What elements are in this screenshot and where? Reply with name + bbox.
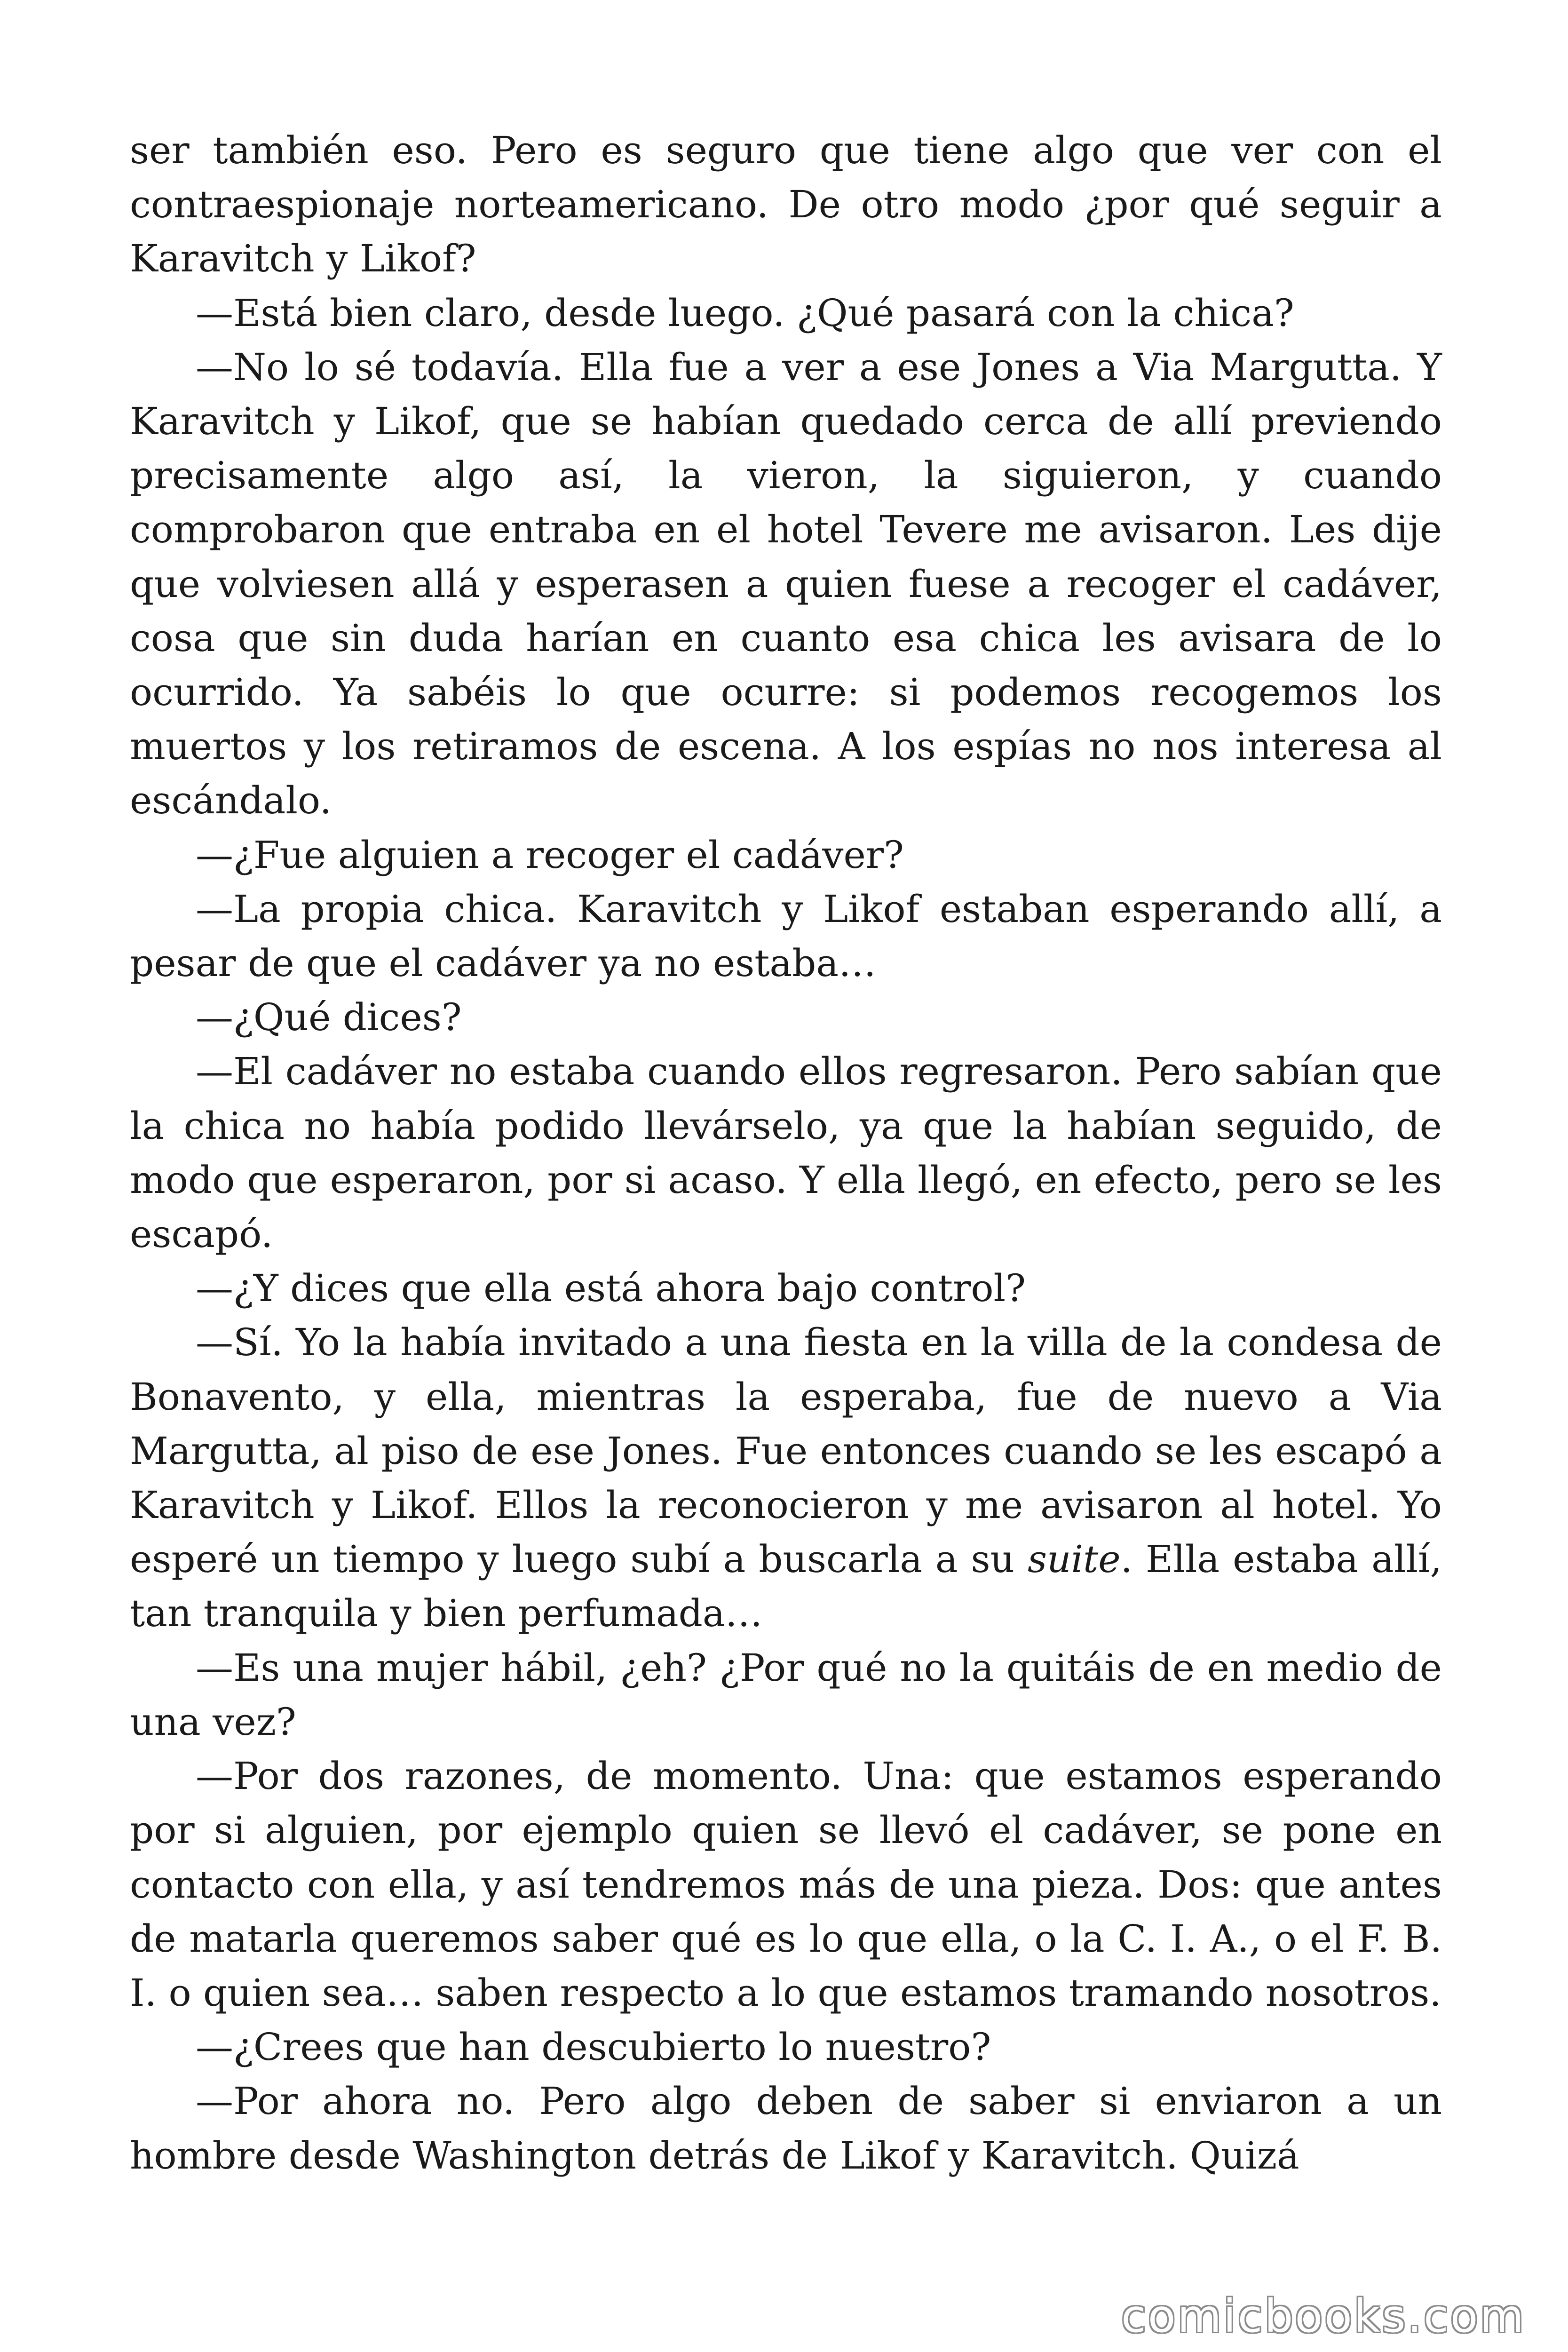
paragraph-7: —El cadáver no estaba cuando ellos regresaron. Pero sabían que la chica no había podido llevárselo, ya que la habían seguido, de modo que esperaron, por si acaso. Y ella llegó, en efecto, pero se les escapó. bbox=[130, 1049, 1442, 1256]
paragraph-9-italic-word: suite bbox=[1027, 1537, 1121, 1581]
paragraph-11: —Por dos razones, de momento. Una: que estamos esperando por si alguien, por ejemplo quien se llevó el cadáver, se pone en contacto con ella, y así tendremos más de una pieza. Dos: que antes de matarla queremos saber qué es lo que ella, o la C. I. A., o el F. B. I. o quien sea… saben respecto a lo que estamos tramando nosotros. bbox=[130, 1754, 1442, 2015]
paragraph-5: —La propia chica. Karavitch y Likof estaban esperando allí, a pesar de que el cadáver ya no estaba… bbox=[130, 887, 1442, 985]
watermark: comicbooks.com bbox=[1121, 2290, 1526, 2343]
paragraph-9 bbox=[130, 1315, 1442, 1640]
paragraph-1: ser también eso. Pero es seguro que tiene algo que ver con el contraespionaje norteamericano. De otro modo ¿por qué seguir a Karavitch y Likof? bbox=[130, 128, 1442, 281]
paragraph-9-text-after: . Ella estaba allí, tan tranquila y bien perfumada… bbox=[130, 1537, 1442, 1636]
paragraph-3: —No lo sé todavía. Ella fue a ver a ese Jones a Via Margutta. Y Karavitch y Likof, que se habían quedado cerca de allí previendo precisamente algo así, la vieron, la siguieron, y cuando comprobaron que entraba en el hotel Tevere me avisaron. Les dije que volviesen allá y esperasen a quien fuese a recoger el cadáver, cosa que sin duda harían en cuanto esa chica les avisara de lo ocurrido. Ya sabéis lo que ocurre: si podemos recogemos los muertos y los retiramos de escena. A los espías no nos interesa al escándalo. bbox=[130, 345, 1442, 823]
page-body bbox=[130, 123, 1442, 2183]
paragraph-8: —¿Y dices que ella está ahora bajo control? bbox=[196, 1266, 1026, 1311]
paragraph-10: —Es una mujer hábil, ¿eh? ¿Por qué no la quitáis de en medio de una vez? bbox=[130, 1645, 1442, 1744]
paragraph-6: —¿Qué dices? bbox=[196, 995, 462, 1040]
paragraph-9-text-before: —Sí. Yo la había invitado a una fiesta en la villa de la condesa de Bonavento, y ella, mientras la esperaba, fue de nuevo a Via Margutta, al piso de ese Jones. Fue entonces cuando se les escapó a Karavitch y Likof. Ellos la reconocieron y me avisaron al hotel. Yo esperé un tiempo y luego subí a buscarla a su bbox=[130, 1320, 1442, 1581]
paragraph-4: —¿Fue alguien a recoger el cadáver? bbox=[196, 833, 904, 877]
paragraph-2: —Está bien claro, desde luego. ¿Qué pasará con la chica? bbox=[196, 291, 1294, 335]
paragraph-12: —¿Crees que han descubierto lo nuestro? bbox=[196, 2025, 991, 2069]
paragraph-13: —Por ahora no. Pero algo deben de saber si enviaron a un hombre desde Washington detrás de Likof y Karavitch. Quizá bbox=[130, 2079, 1442, 2177]
